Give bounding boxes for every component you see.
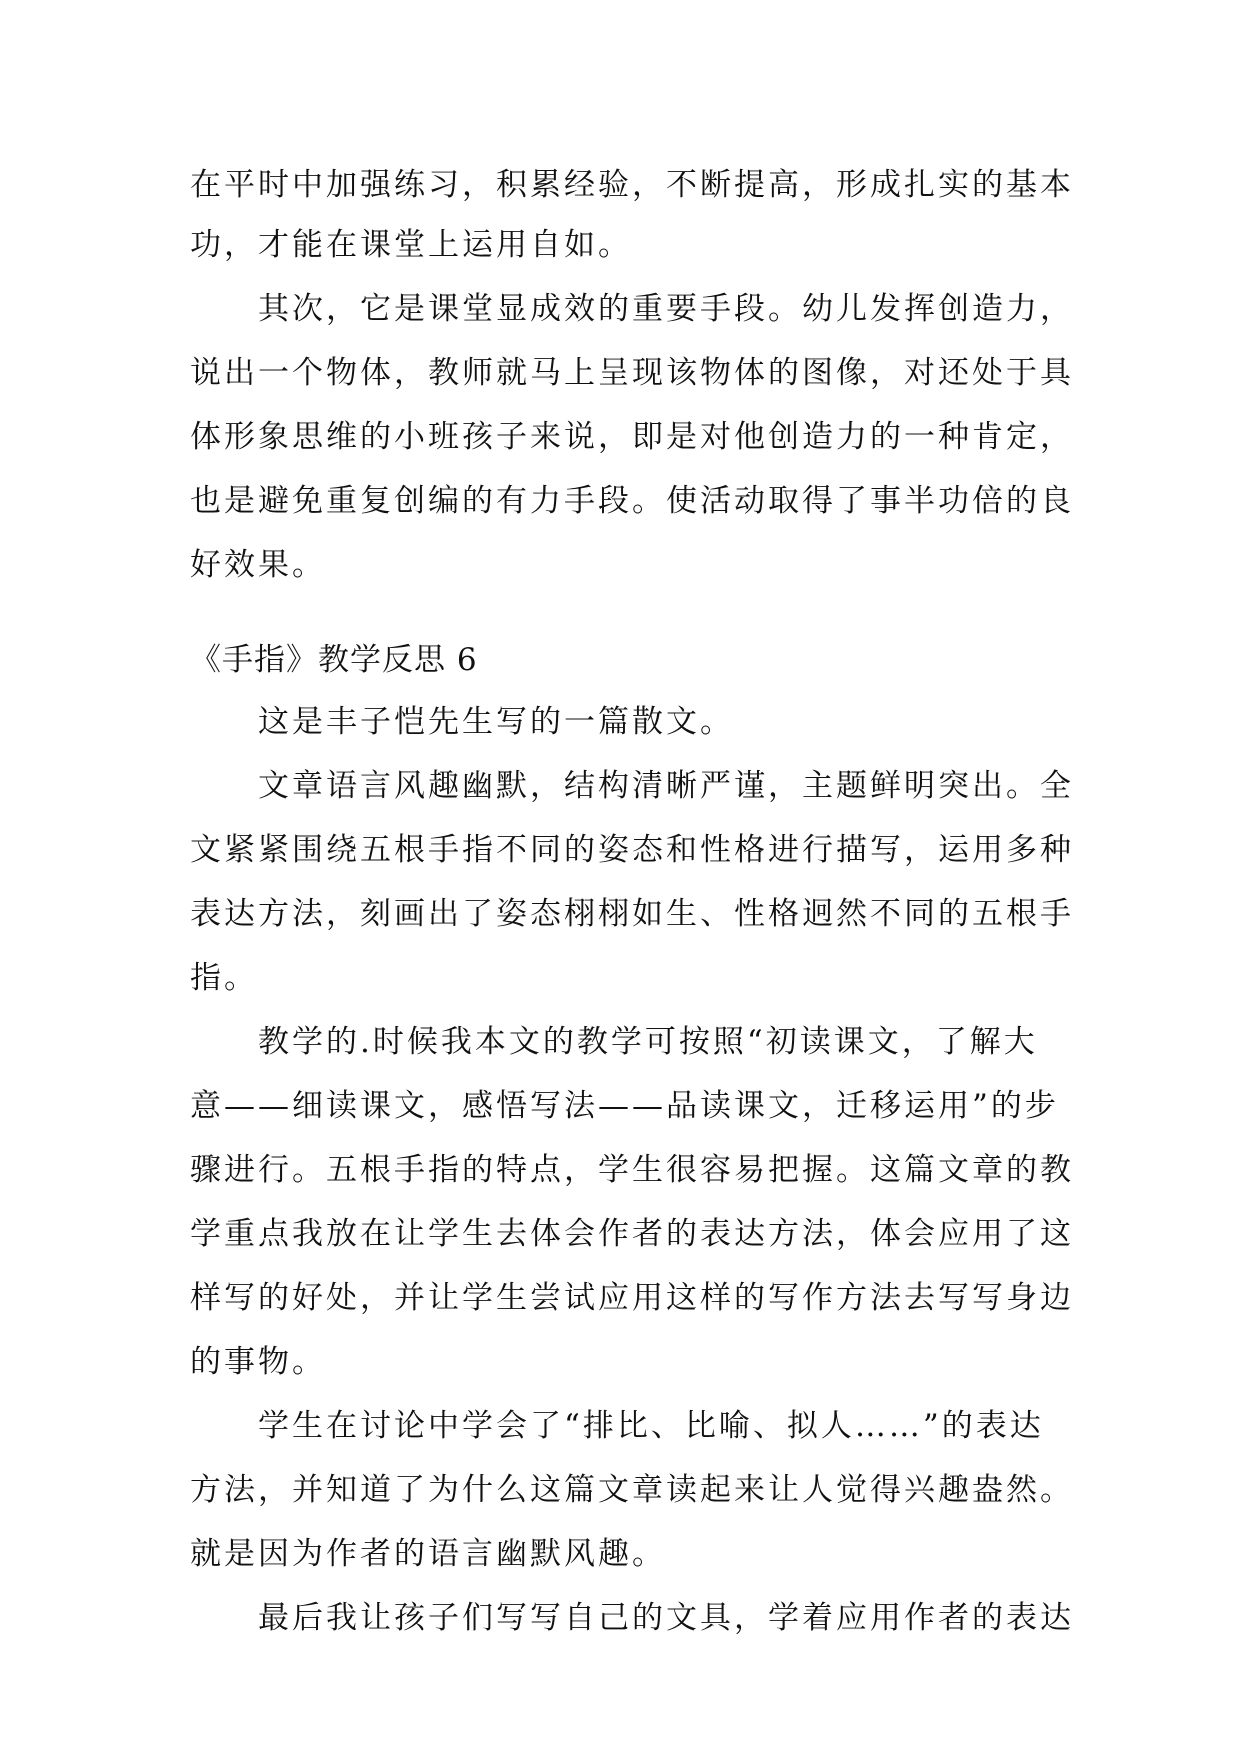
paragraph-line: 学生在讨论中学会了“排比、比喻、拟人……”的表达 [258,1408,1044,1444]
paragraph-line: 教学的.时候我本文的教学可按照“初读课文，了解大 [258,1024,1038,1060]
paragraph-line: 文章语言风趣幽默，结构清晰严谨，主题鲜明突出。全 [258,768,1074,804]
paragraph-line: 意——细读课文，感悟写法——品读课文，迁移运用”的步 [190,1088,1059,1124]
paragraph-line: 这是丰子恺先生写的一篇散文。 [258,704,734,740]
paragraph-line: 方法，并知道了为什么这篇文章读起来让人觉得兴趣盎然。 [190,1472,1074,1508]
paragraph-line: 文紧紧围绕五根手指不同的姿态和性格进行描写，运用多种 [190,832,1074,868]
paragraph-line: 说出一个物体，教师就马上呈现该物体的图像，对还处于具 [190,355,1074,391]
paragraph-line: 表达方法，刻画出了姿态栩栩如生、性格迥然不同的五根手 [190,896,1074,932]
paragraph-line: 样写的好处，并让学生尝试应用这样的写作方法去写写身边 [190,1280,1074,1316]
paragraph-line: 也是避免重复创编的有力手段。使活动取得了事半功倍的良 [190,483,1074,519]
paragraph-line: 在平时中加强练习，积累经验，不断提高，形成扎实的基本 [190,167,1074,203]
paragraph-line: 就是因为作者的语言幽默风趣。 [190,1536,666,1572]
paragraph-line: 其次，它是课堂显成效的重要手段。幼儿发挥创造力， [258,291,1074,327]
paragraph-line: 学重点我放在让学生去体会作者的表达方法，体会应用了这 [190,1216,1074,1252]
paragraph-line: 功，才能在课堂上运用自如。 [190,227,632,263]
paragraph-line: 体形象思维的小班孩子来说，即是对他创造力的一种肯定， [190,419,1074,455]
paragraph-line: 的事物。 [190,1344,326,1380]
paragraph-line: 指。 [190,960,258,996]
paragraph-line: 好效果。 [190,547,326,583]
paragraph-line: 骤进行。五根手指的特点，学生很容易把握。这篇文章的教 [190,1152,1074,1188]
section-title: 《手指》教学反思 6 [190,642,478,678]
paragraph-line: 最后我让孩子们写写自己的文具，学着应用作者的表达 [258,1600,1074,1636]
